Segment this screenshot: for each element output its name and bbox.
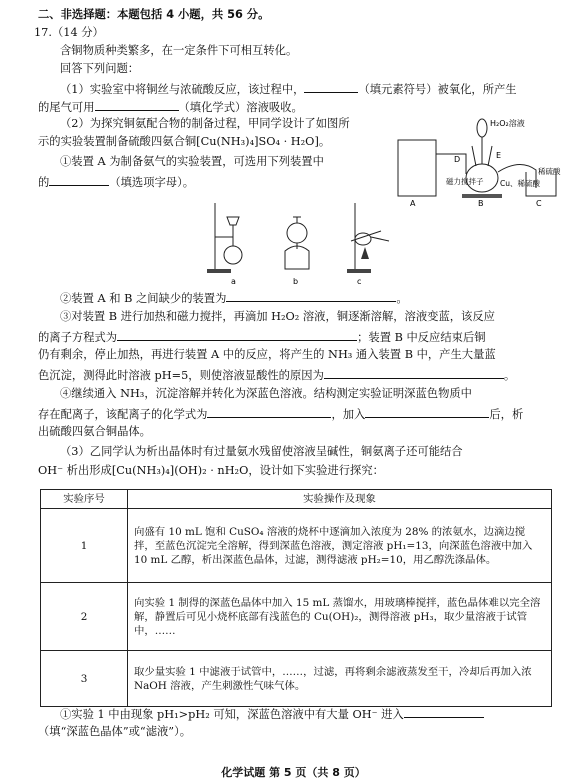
table-row xyxy=(41,651,552,707)
prompt-text: 回答下列问题： xyxy=(60,62,140,75)
section-header: 二、非选择题：本题包括 4 小题，共 56 分。 xyxy=(38,8,270,21)
part1-line2: 的尾气可用 （填化学式）溶液吸收。 xyxy=(38,101,303,114)
answer-blank-7[interactable] xyxy=(207,406,331,418)
label-dilute-acid: 稀硫酸 xyxy=(538,167,561,176)
part3-line2: OH⁻ 析出形成[Cu(NH₃)₄](OH)₂ · nH₂O，设计如下实验进行探究： xyxy=(38,464,384,477)
label-apparatus-a: a xyxy=(231,277,236,286)
part2-line1: （2）为探究铜氨配合物的制备过程，甲同学设计了如图所 xyxy=(60,117,350,130)
table-cell-num: 2 xyxy=(41,583,128,651)
label-a: A xyxy=(410,199,416,208)
table-header-procedure: 实验操作及现象 xyxy=(128,490,552,509)
part2-q4-line3: 出硫酸四氨合铜晶体。 xyxy=(38,425,151,438)
table-header-row xyxy=(41,490,552,509)
label-cu-acid: Cu、稀硫酸 xyxy=(500,179,540,188)
answer-blank-9[interactable] xyxy=(404,706,484,718)
answer-blank-2[interactable] xyxy=(95,99,179,111)
apparatus-b xyxy=(285,217,309,286)
table-cell-procedure: 向盛有 10 mL 饱和 CuSO₄ 溶液的烧杯中逐滴加入浓度为 28% 的浓氨水，边滴边搅拌，至蓝色沉淀完全溶解，得到深蓝色溶液，测定溶液 pH₁=13，向深蓝色溶液中加入 10 mL 乙醇，析出深蓝色晶体，过滤，测得滤液 pH₂=10，用乙醇洗涤晶体。 xyxy=(128,509,552,583)
answer-blank-1[interactable] xyxy=(304,81,358,93)
table-row xyxy=(41,509,552,583)
apparatus-a xyxy=(207,203,242,286)
part3-q1-line1: ①实验 1 中由现象 pH₁>pH₂ 可知，深蓝色溶液中有大量 OH⁻ 进入 xyxy=(60,706,573,722)
question-number: 17.（14 分） xyxy=(34,26,104,39)
label-d: D xyxy=(454,155,461,164)
part2-q3-line3: 仍有剩余，停止加热，再进行装置 A 中的反应，将产生的 NH₃ 通入装置 B 中，产生大量蓝 xyxy=(38,348,496,361)
answer-blank-6[interactable] xyxy=(324,367,504,379)
table-cell-num: 3 xyxy=(41,651,128,707)
part2-q4-line1: ④继续通入 NH₃，沉淀溶解并转化为深蓝色溶液。结构测定实验证明深蓝色物质中 xyxy=(60,387,472,400)
part3-q1-line2: （填“深蓝色晶体”或“滤液”）。 xyxy=(38,725,192,738)
label-stirrer: 磁力搅拌子 xyxy=(446,177,484,186)
table-cell-num: 1 xyxy=(41,509,128,583)
ammonia-apparatus-options xyxy=(205,197,395,287)
part2-q3-line2: 的离子方程式为 ；装置 B 中反应结束后铜 xyxy=(38,331,486,344)
table-cell-procedure: 向实验 1 制得的深蓝色晶体中加入 15 mL 蒸馏水，用玻璃棒搅拌，蓝色晶体难以完全溶解，静置后可见小烧杯底部有浅蓝色的 Cu(OH)₂，测得溶液 pH₃，取少量溶液于试管中，…… xyxy=(128,583,552,651)
label-h2o2: H₂O₂溶液 xyxy=(490,119,525,128)
part1-line1: （1）实验室中将铜丝与浓硫酸反应，该过程中， （填元素符号）被氧化，所产生 xyxy=(60,83,517,96)
label-apparatus-c: c xyxy=(357,277,362,286)
table-header-num: 实验序号 xyxy=(41,490,128,509)
part3-line1: （3）乙同学认为析出晶体时有过量氨水残留使溶液呈碱性，铜氨离子还可能结合 xyxy=(60,445,463,458)
answer-blank-5[interactable] xyxy=(117,329,357,341)
part2-q2: ②装置 A 和 B 之间缺少的装置为 。 xyxy=(60,292,408,305)
table-row xyxy=(41,583,552,651)
part2-q3-line1: ③对装置 B 进行加热和磁力搅拌，再滴加 H₂O₂ 溶液，铜逐渐溶解，溶液变蓝，该反应 xyxy=(60,310,495,323)
answer-blank-4[interactable] xyxy=(226,290,396,302)
page-footer: 化学试题 第 5 页（共 8 页） xyxy=(221,766,366,779)
part2-q1-line2: 的 （填选项字母）。 xyxy=(38,176,195,189)
part2-line2: 示的实验装置制备硫酸四氨合铜[Cu(NH₃)₄]SO₄ · H₂O]。 xyxy=(38,135,331,148)
label-e: E xyxy=(496,151,502,160)
part2-q1-line1: ①装置 A 为制备氨气的实验装置，可选用下列装置中 xyxy=(60,155,324,168)
experiment-table xyxy=(40,489,552,707)
apparatus-c xyxy=(347,203,389,286)
label-c: C xyxy=(536,199,542,208)
label-apparatus-b: b xyxy=(293,277,299,286)
intro-text: 含铜物质种类繁多，在一定条件下可相互转化。 xyxy=(60,44,298,57)
part2-q4-line2: 存在配离子，该配离子的化学式为 ，加入 后，析 xyxy=(38,408,524,421)
answer-blank-8[interactable] xyxy=(365,406,489,418)
reaction-apparatus-diagram xyxy=(396,112,578,208)
table-cell-procedure: 取少量实验 1 中滤液于试管中，……，过滤，再将剩余滤液蒸发至干，冷却后再加入浓 NaOH 溶液，产生刺激性气味气体。 xyxy=(128,651,552,707)
label-b: B xyxy=(478,199,484,208)
part2-q3-line4: 色沉淀，测得此时溶液 pH=5，则使溶液显酸性的原因为 。 xyxy=(38,369,516,382)
answer-blank-3[interactable] xyxy=(49,174,109,186)
